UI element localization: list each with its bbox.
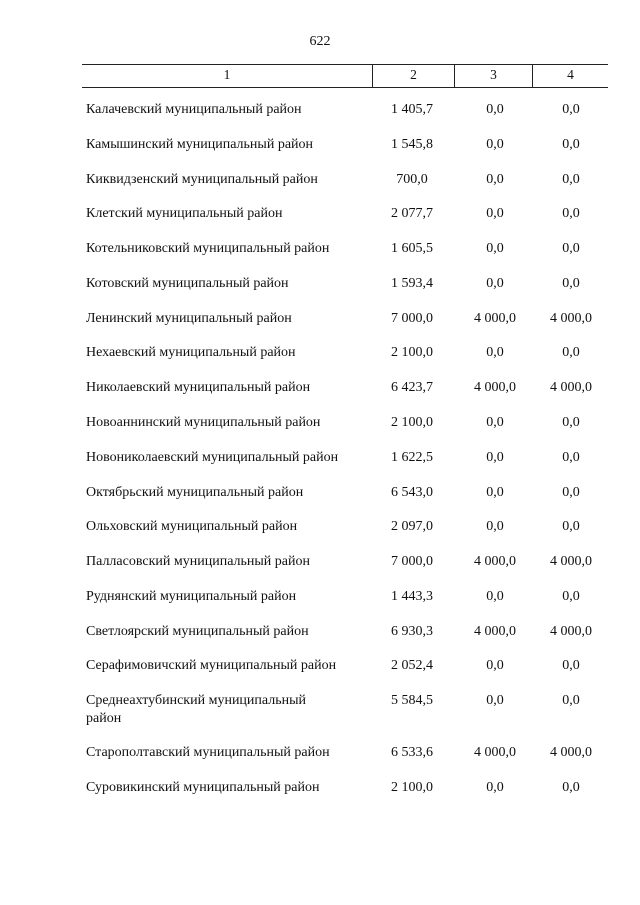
value-col-3: 4 000,0 (474, 624, 516, 639)
district-name: Камышинский муниципальный район (86, 137, 314, 152)
value-col-4: 4 000,0 (550, 745, 592, 760)
value-col-4: 4 000,0 (550, 554, 592, 569)
value-col-2: 2 100,0 (391, 345, 433, 360)
value-col-3: 0,0 (486, 137, 504, 152)
district-name: Нехаевский муниципальный район (86, 345, 296, 360)
district-name: Ольховский муниципальный район (86, 519, 298, 534)
value-col-2: 1 545,8 (391, 137, 433, 152)
value-col-2: 2 077,7 (391, 206, 433, 221)
district-name: Котельниковский муниципальный район (86, 241, 330, 256)
value-col-4: 0,0 (562, 206, 580, 221)
value-col-3: 0,0 (486, 450, 504, 465)
district-name: Новоаннинский муниципальный район (86, 415, 321, 430)
value-col-3: 0,0 (486, 415, 504, 430)
value-col-4: 0,0 (562, 172, 580, 187)
value-col-2: 2 100,0 (391, 415, 433, 430)
page-number: 622 (309, 34, 331, 49)
header-col-2: 2 (410, 67, 417, 82)
value-col-4: 0,0 (562, 693, 580, 708)
district-name: Палласовский муниципальный район (86, 554, 310, 569)
district-name: Руднянский муниципальный район (86, 589, 297, 604)
value-col-3: 0,0 (486, 589, 504, 604)
value-col-3: 0,0 (486, 276, 504, 291)
value-col-4: 0,0 (562, 780, 580, 795)
value-col-3: 0,0 (486, 519, 504, 534)
value-col-3: 0,0 (486, 345, 504, 360)
value-col-4: 0,0 (562, 485, 580, 500)
value-col-4: 0,0 (562, 415, 580, 430)
value-col-4: 0,0 (562, 658, 580, 673)
value-col-3: 0,0 (486, 693, 504, 708)
value-col-4: 4 000,0 (550, 624, 592, 639)
district-name: Николаевский муниципальный район (86, 380, 311, 395)
value-col-2: 1 443,3 (391, 589, 433, 604)
district-name: Среднеахтубинский муниципальный район (86, 693, 307, 726)
value-col-4: 0,0 (562, 345, 580, 360)
value-col-3: 0,0 (486, 780, 504, 795)
district-name: Котовский муниципальный район (86, 276, 289, 291)
value-col-3: 4 000,0 (474, 380, 516, 395)
district-name: Киквидзенский муниципальный район (86, 172, 318, 187)
value-col-4: 0,0 (562, 589, 580, 604)
value-col-2: 1 593,4 (391, 276, 433, 291)
value-col-3: 4 000,0 (474, 311, 516, 326)
value-col-3: 0,0 (486, 102, 504, 117)
header-col-3: 3 (490, 67, 497, 82)
value-col-2: 2 100,0 (391, 780, 433, 795)
district-name: Клетский муниципальный район (86, 206, 283, 221)
district-name: Светлоярский муниципальный район (86, 624, 309, 639)
value-col-2: 6 930,3 (391, 624, 433, 639)
value-col-3: 4 000,0 (474, 554, 516, 569)
value-col-4: 0,0 (562, 450, 580, 465)
district-name: Ленинский муниципальный район (86, 311, 292, 326)
district-name: Старополтавский муниципальный район (86, 745, 330, 760)
value-col-4: 0,0 (562, 276, 580, 291)
value-col-4: 4 000,0 (550, 311, 592, 326)
value-col-3: 0,0 (486, 658, 504, 673)
value-col-3: 0,0 (486, 241, 504, 256)
value-col-3: 0,0 (486, 485, 504, 500)
value-col-2: 1 605,5 (391, 241, 433, 256)
district-name: Октябрьский муниципальный район (86, 485, 304, 500)
value-col-2: 2 052,4 (391, 658, 433, 673)
value-col-3: 0,0 (486, 172, 504, 187)
table-header (82, 64, 608, 88)
value-col-2: 1 405,7 (391, 102, 433, 117)
value-col-4: 0,0 (562, 519, 580, 534)
value-col-3: 4 000,0 (474, 745, 516, 760)
value-col-2: 6 533,6 (391, 745, 433, 760)
value-col-2: 6 543,0 (391, 485, 433, 500)
value-col-2: 700,0 (396, 172, 428, 187)
header-col-1: 1 (223, 67, 231, 82)
value-col-2: 1 622,5 (391, 450, 433, 465)
district-name: Серафимовичский муниципальный район (86, 658, 337, 673)
value-col-2: 7 000,0 (391, 311, 433, 326)
value-col-3: 0,0 (486, 206, 504, 221)
value-col-2: 6 423,7 (391, 380, 433, 395)
value-col-2: 5 584,5 (391, 693, 433, 708)
value-col-4: 0,0 (562, 241, 580, 256)
value-col-2: 2 097,0 (391, 519, 433, 534)
district-name: Новониколаевский муниципальный район (86, 450, 339, 465)
district-name: Суровикинский муниципальный район (86, 780, 320, 795)
value-col-4: 0,0 (562, 102, 580, 117)
value-col-4: 4 000,0 (550, 380, 592, 395)
header-col-4: 4 (567, 67, 574, 82)
district-name: Калачевский муниципальный район (86, 102, 302, 117)
value-col-2: 7 000,0 (391, 554, 433, 569)
value-col-4: 0,0 (562, 137, 580, 152)
